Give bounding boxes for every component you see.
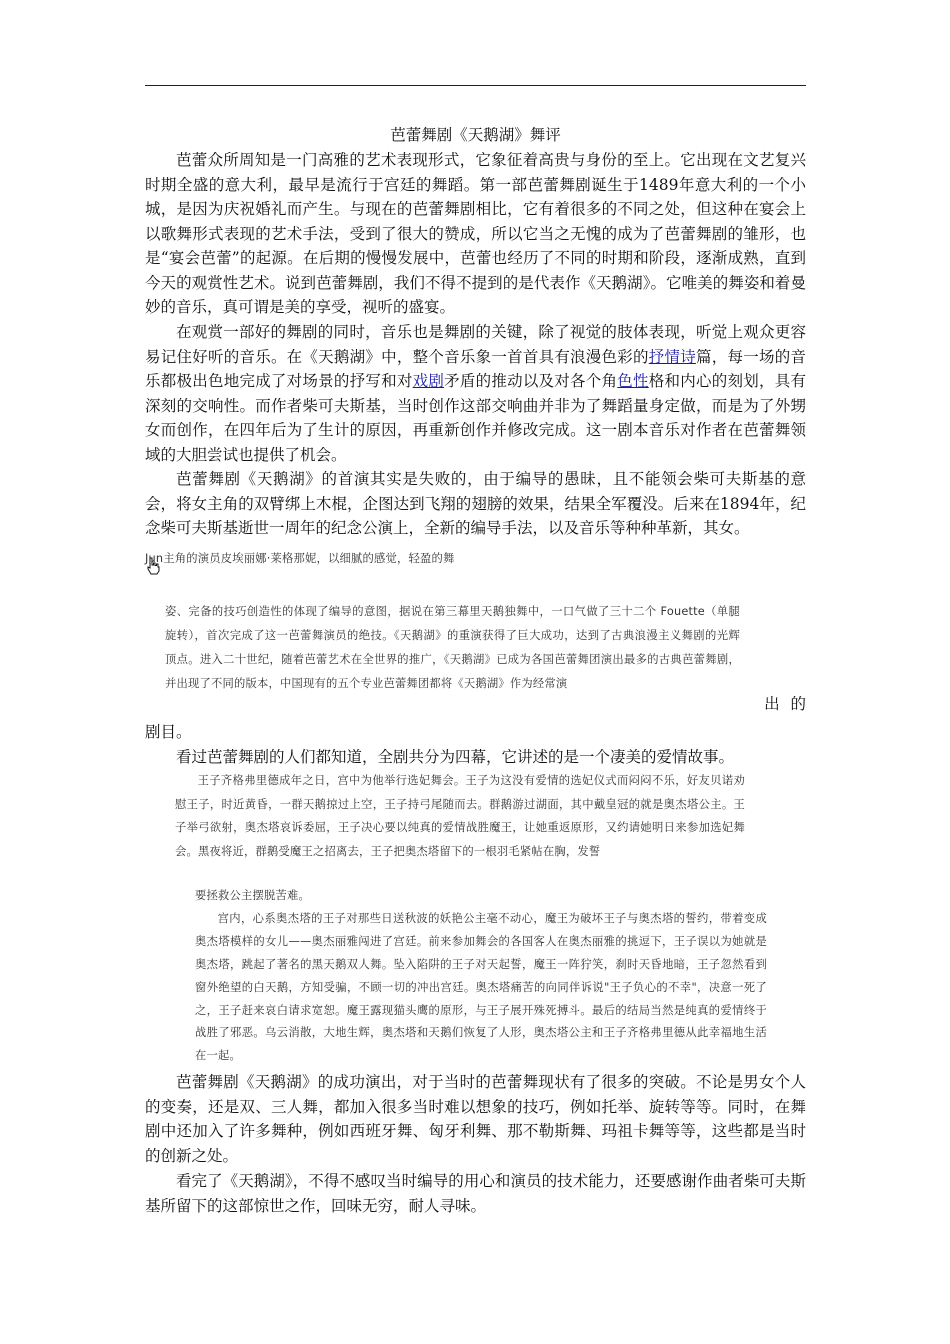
scan-block-fouette-text: 姿、完备的技巧创造性的体现了编导的意图，据说在第三幕里天鹅独舞中，一口气做了三十二个 Fouette（单腿旋转），首次完成了这一芭蕾舞演员的绝技。《天鹅湖》的重演获得了巨大成功，达到了古典浪漫主义舞剧的光辉顶点。进入二十世纪，随着芭蕾艺术在全世界的推广，《天鹅湖》已成为各国芭蕾舞团演出最多的古典芭蕾舞剧，并出现了不同的版本，中国现有的五个专业芭蕾舞团都将《天鹅湖》作为经常演 (165, 605, 740, 690)
paragraph-premiere: 芭蕾舞剧《天鹅湖》的首演其实是失败的，由于编导的愚昧，且不能领会柴可夫斯基的意会，将女主角的双臂绑上木棍，企图达到飞翔的翅膀的效果，结果全军覆没。后来在1894年，纪念柴可夫斯基逝世一周年的纪念公演上，全新的编导手法，以及音乐等种种革新，其女。 (145, 470, 806, 537)
scan-block-act3-text: 宫内，心系奥杰塔的王子对那些日送秋波的妖艳公主毫不动心，魔王为破坏王子与奥杰塔的誓约，带着变成奥杰塔模样的女儿——奥杰丽雅闯进了宫廷。前来参加舞会的各国客人在奥杰丽雅的挑逗下，王子误以为她就是奥杰塔，跳起了著名的黑天鹅双人舞。坠入陷阱的王子对天起誓，魔王一阵狞笑，刹时天昏地暗，王子忽然看到窗外绝望的白天鹅，方知受骗，不顾一切的冲出宫廷。奥杰塔痛苦的向同伴诉说"王子负心的不幸"，决意一死了之，王子赶来哀白请求宽恕。魔王露现猫头鹰的原形，与王子展开殊死搏斗。最后的结局当然是纯真的爱情终于战胜了邪恶。乌云消散，大地生辉，奥杰塔和天鹅们恢复了人形，奥杰塔公主和王子齐格弗里德从此幸福地生活在一起。 (195, 911, 767, 1063)
link-drama[interactable]: 戏剧 (412, 372, 445, 390)
paragraph-music (145, 320, 806, 467)
hand-cursor-icon (143, 556, 163, 576)
link-lyric-poem[interactable]: 抒情诗 (648, 347, 697, 366)
text-fragment-out: 出 的 (764, 695, 806, 713)
paragraph-music-text-b: 篇，每一场的音乐都极出色地完成了对场景的抒写和对 (145, 347, 806, 390)
scan-block-act3 (195, 885, 767, 1068)
header-rule (145, 85, 806, 86)
paragraph-music-text-a: 在观赏一部好的舞剧的同时，音乐也是舞剧的关键，除了视觉的肢体表现，听觉上观众更容易记住好听的音乐。在《天鹅湖》中，整个音乐象一首首具有浪漫色彩的 (145, 323, 806, 366)
scan-line-dancer (145, 547, 745, 572)
scan-block-act1 (175, 769, 745, 863)
scan-block-fouette (165, 600, 740, 696)
scan-line-dancer-text: Jun主角的演员皮埃丽娜·莱格那妮，以细腻的感觉，轻盈的舞 (145, 552, 455, 565)
scan-block-act1-text: 王子齐格弗里德成年之日，宫中为他举行选妃舞会。王子为这没有爱情的选妃仪式而闷闷不乐，好友贝诺劝慰王子，时近黄昏，一群天鹅掠过上空，王子持弓尾随而去。群鹅游过湖面，其中戴皇冠的就是奥杰塔公主。王子举弓欲射，奥杰塔哀诉委屈，王子决心要以纯真的爱情战胜魔王，让她重返原形，又约请她明日来参加选妃舞会。黑夜将近，群鹅受魔王之招离去，王子把奥杰塔留下的一根羽毛紧帖在胸，发誓 (175, 774, 745, 858)
scan-block-act3-first: 要拯救公主摆脱苦难。 (195, 889, 310, 902)
text-repertoire: 剧目。 (145, 723, 192, 741)
paragraph-conclusion: 看完了《天鹅湖》，不得不感叹当时编导的用心和演员的技术能力，还要感谢作曲者柴可夫斯基所留下的这部惊世之作，回味无穷，耐人寻味。 (145, 1172, 806, 1215)
paragraph-intro: 芭蕾众所周知是一门高雅的艺术表现形式，它象征着高贵与身份的至上。它出现在文艺复兴时期全盛的意大利，最早是流行于宫廷的舞蹈。第一部芭蕾舞剧诞生于1489年意大利的一个小城，是因为庆祝婚礼而产生。与现在的芭蕾舞剧相比，它有着很多的不同之处，但这种在宴会上以歌舞形式表现的艺术手法，受到了很大的赞成，所以它当之无愧的成为了芭蕾舞剧的雏形，也是“宴会芭蕾”的起源。在后期的慢慢发展中，芭蕾也经历了不同的时期和阶段，逐渐成熟，直到今天的观赏性艺术。说到芭蕾舞剧，我们不得不提到的是代表作《天鹅湖》。它唯美的舞姿和着曼妙的音乐，真可谓是美的享受，视听的盛宴。 (145, 151, 806, 316)
paragraph-breakthrough: 芭蕾舞剧《天鹅湖》的成功演出，对于当时的芭蕾舞现状有了很多的突破。不论是男女个人的变奏，还是双、三人舞，都加入很多当时难以想象的技巧，例如托举、旋转等等。同时，在舞剧中还加入了许多舞种，例如西班牙舞、匈牙利舞、那不勒斯舞、玛祖卡舞等等，这些都是当时的创新之处。 (145, 1073, 806, 1165)
link-character[interactable]: 色性 (617, 372, 649, 390)
paragraph-music-text-d: 格和内心的刻划，具有深刻的交响性。而作者柴可夫斯基，当时创作这部交响曲并非为了舞蹈量身定做，而是为了外甥女而创作，在四年后为了生计的原因，再重新创作并修改完成。这一剧本音乐对作者在芭蕾舞领域的大胆尝试也提供了机会。 (145, 372, 806, 464)
paragraph-music-text-c: 矛盾的推动以及对各个角 (444, 372, 618, 390)
paragraph-story: 看过芭蕾舞剧的人们都知道，全剧共分为四幕，它讲述的是一个凄美的爱情故事。 (176, 748, 735, 766)
doc-title: 芭蕾舞剧《天鹅湖》舞评 (390, 126, 561, 144)
